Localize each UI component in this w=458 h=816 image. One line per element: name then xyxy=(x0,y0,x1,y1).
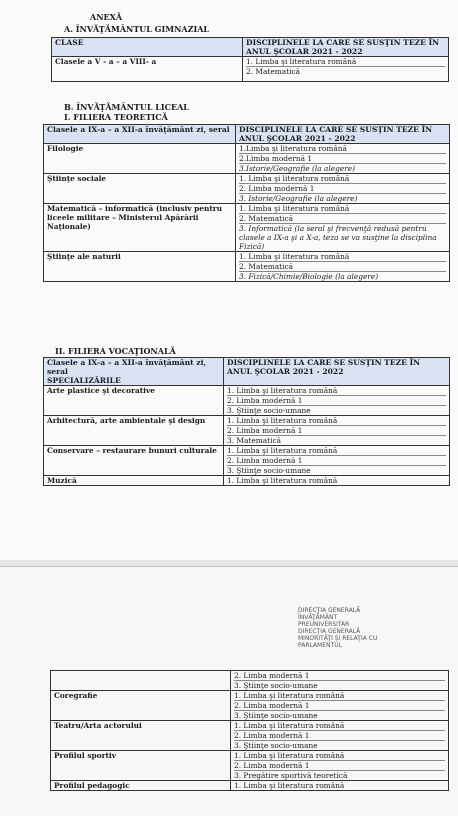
table-d-items-teatru: 1. Limba şi literatura română 2. Limba modernă 1 3. Ştiinţe socio-umane xyxy=(231,721,449,751)
table-b-header-clase: Clasele a IX-a – a XII-a învăţământ zi, seral xyxy=(44,125,236,144)
table-a-header-clase: CLASE xyxy=(52,38,243,57)
table-d-items-sportiv: 1. Limba şi literatura română 2. Limba modernă 1 3. Pregătire sportivă teoretică xyxy=(231,751,449,781)
table-d-row-sportiv: Profilul sportiv xyxy=(51,751,231,781)
table-b-row-filologie: Filologie xyxy=(44,144,236,174)
table-b-items-mate-info: 1. Limba şi literatura română 2. Matematică 3. Informatică (la seral şi frecvenţă redusă pentru clasele a IX-a şi a X-a, teza se va susţine la disciplina Fizică) xyxy=(236,204,450,252)
table-d-row-teatru: Teatru/Arta actorului xyxy=(51,721,231,751)
table-c-items-arte-plastice: 1. Limba şi literatura română 2. Limba modernă 1 3. Ştiinţe socio-umane xyxy=(224,386,450,416)
table-d-items-pedagogic: 1. Limba şi literatura română xyxy=(231,781,449,791)
table-filiera-teoretica xyxy=(43,124,450,282)
annex-title: ANEXĂ xyxy=(90,12,123,22)
table-b-row-mate-info: Matematică – informatică (inclusiv pentru liceele militare – Ministerul Apărării Naţionale) xyxy=(44,204,236,252)
table-b-header-discipline: DISCIPLINELE LA CARE SE SUSŢIN TEZE ÎN ANUL ŞCOLAR 2021 - 2022 xyxy=(236,125,450,144)
filiera-teoretica-title: I. FILIERA TEORETICĂ xyxy=(64,112,168,122)
filiera-vocationala-title: II. FILIERA VOCAŢIONALĂ xyxy=(55,346,176,356)
table-c-row-conservare: Conservare – restaurare bunuri culturale xyxy=(44,446,224,476)
table-c-row-arhitectura: Arhitectură, arte ambientale şi design xyxy=(44,416,224,446)
table-gimnazial xyxy=(51,37,449,82)
section-b-title: B. ÎNVĂŢĂMÂNTUL LICEAL xyxy=(64,102,189,112)
table-b-items-stiinte-naturii: 1. Limba şi literatura română 2. Matematică 3. Fizică/Chimie/Biologie (la alegere) xyxy=(236,252,450,282)
table-c-header-clase: Clasele a IX-a – a XII-a învăţământ zi, seral SPECIALIZĂRILE xyxy=(44,358,224,386)
table-filiera-vocationala xyxy=(43,357,450,486)
table-c-items-conservare: 1. Limba şi literatura română 2. Limba modernă 1 3. Ştiinţe socio-umane xyxy=(224,446,450,476)
ministry-stamp: DIRECŢIA GENERALĂ ÎNVĂŢĂMÂNT PREUNIVERSITAR DIRECŢIA GENERALĂ MINORITĂŢI ŞI RELAŢIA CU PARLAMENTUL xyxy=(298,607,378,649)
table-vocational-continued xyxy=(50,670,449,791)
table-b-items-stiinte-sociale: 1. Limba şi literatura română 2. Limba modernă 1 3. Istorie/Geografie (la alegere) xyxy=(236,174,450,204)
table-d-items-empty: 2. Limba modernă 1 3. Ştiinţe socio-umane xyxy=(231,671,449,691)
table-d-items-coregrafie: 1. Limba şi literatura română 2. Limba modernă 1 3. Ştiinţe socio-umane xyxy=(231,691,449,721)
table-c-row-muzica: Muzică xyxy=(44,476,224,486)
table-a-header-discipline: DISCIPLINELE LA CARE SE SUSŢIN TEZE ÎN ANUL ŞCOLAR 2021 - 2022 xyxy=(243,38,449,57)
table-c-items-arhitectura: 1. Limba şi literatura română 2. Limba modernă 1 3. Matematică xyxy=(224,416,450,446)
table-c-header-discipline: DISCIPLINELE LA CARE SE SUSŢIN TEZE ÎN ANUL ŞCOLAR 2021 - 2022 xyxy=(224,358,450,386)
table-b-row-stiinte-naturii: Ştiinţe ale naturii xyxy=(44,252,236,282)
table-c-items-muzica: 1. Limba şi literatura română xyxy=(224,476,450,486)
table-b-row-stiinte-sociale: Ştiinţe sociale xyxy=(44,174,236,204)
table-b-items-filologie: 1.Limba şi literatura română 2.Limba modernă 1 3.Istorie/Geografie (la alegere) xyxy=(236,144,450,174)
table-d-row-pedagogic: Profilul pedagogic xyxy=(51,781,231,791)
table-d-row-empty xyxy=(51,671,231,691)
section-a-title: A. ÎNVĂŢĂMÂNTUL GIMNAZIAL xyxy=(64,24,210,34)
table-a-row-label: Clasele a V - a – a VIII- a xyxy=(52,57,243,82)
table-a-row-items: 1. Limba şi literatura română 2. Matematică xyxy=(243,57,449,82)
table-d-row-coregrafie: Coregrafie xyxy=(51,691,231,721)
table-c-row-arte-plastice: Arte plastice şi decorative xyxy=(44,386,224,416)
